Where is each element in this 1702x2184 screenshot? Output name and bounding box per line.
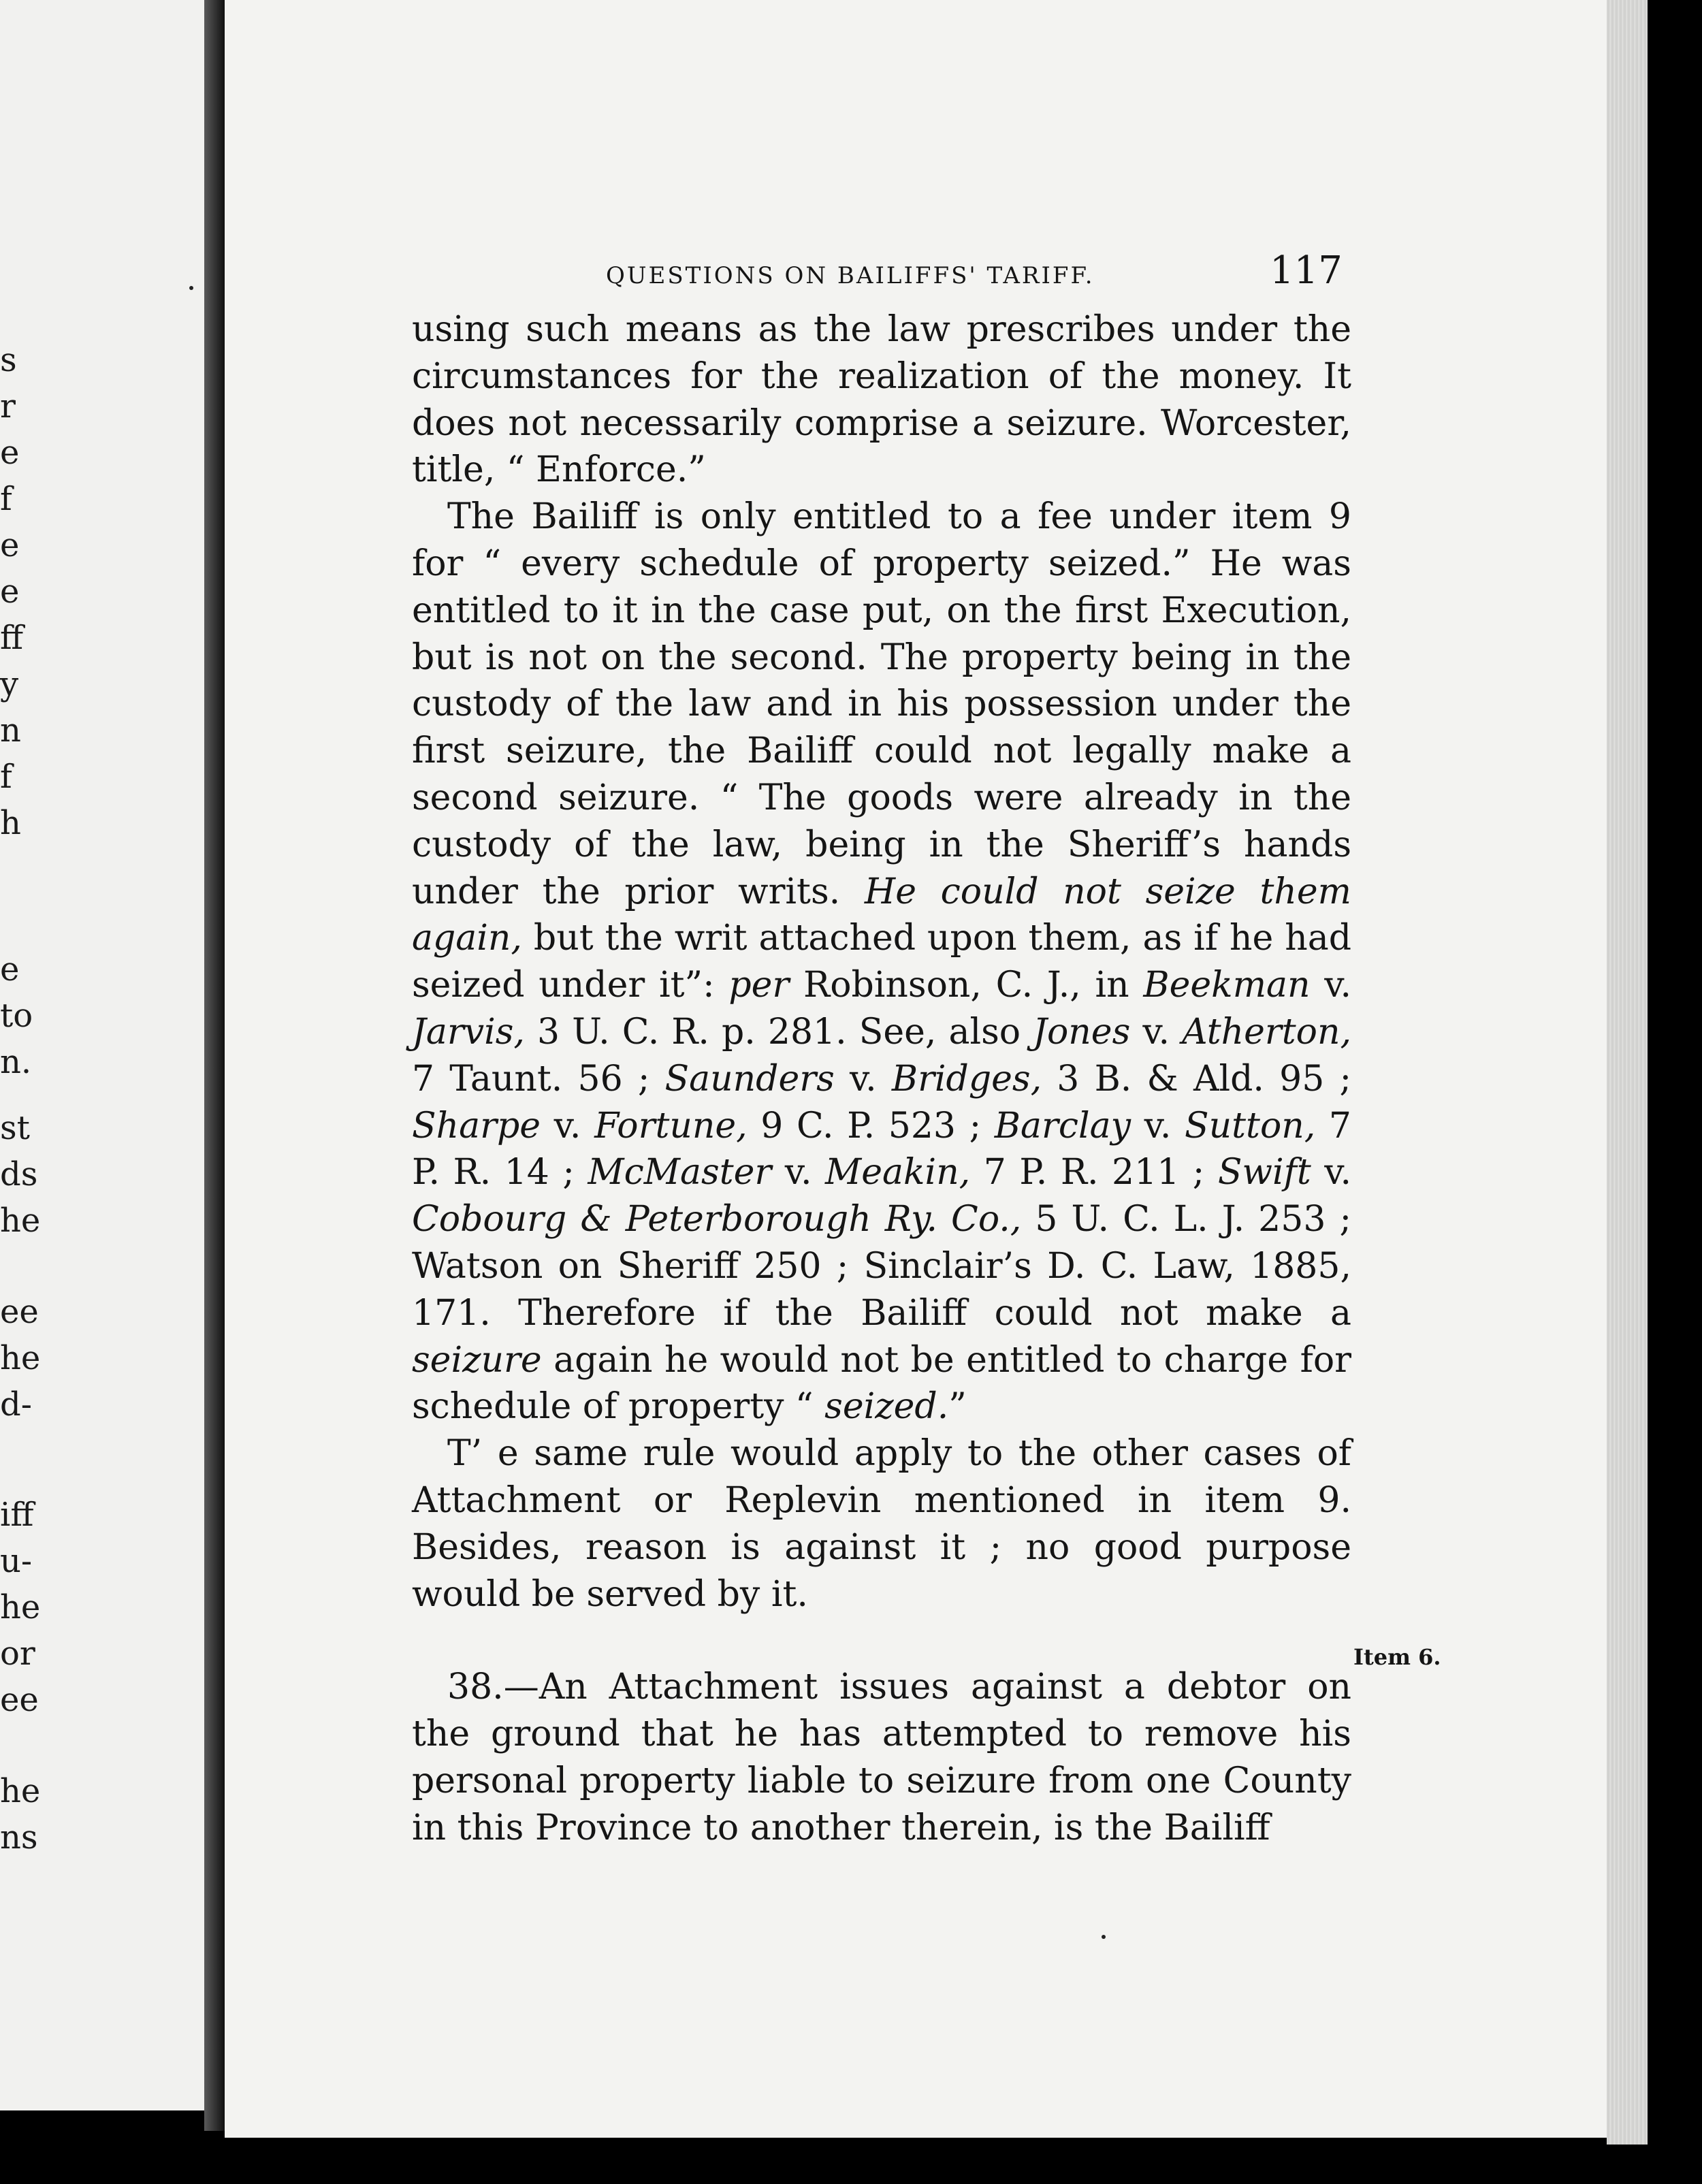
left-fragment: to [0, 997, 33, 1035]
left-fragment: h [0, 804, 21, 842]
book-gutter [204, 0, 225, 2131]
left-fragment: ff [0, 619, 24, 657]
left-facing-page [0, 0, 204, 2110]
left-fragment: n. [0, 1043, 32, 1081]
left-fragment: e [0, 434, 20, 472]
left-fragment: e [0, 950, 20, 989]
left-fragment: ds [0, 1155, 38, 1193]
paragraph-same-rule: T’ e same rule would apply to the other cases of Attachment or Replevin mentioned in item 9. Besides, reason is against it ; no good purpose would be served by it. [412, 1433, 1351, 1615]
left-fragment: d- [0, 1385, 32, 1424]
page-number: 117 [1270, 248, 1343, 293]
left-fragment: r [0, 387, 16, 425]
left-fragment: f [0, 480, 12, 518]
page-header [381, 242, 1343, 296]
left-fragment: ee [0, 1681, 39, 1719]
left-fragment: f [0, 758, 12, 796]
question-38: 38.—An Attachment issues against a debtor on the ground that he has attempted to remove his personal property liable to seizure from one County in this Province to another therein, is the Bailiff [412, 1667, 1351, 1848]
left-fragment: he [0, 1339, 41, 1377]
left-fragment: or [0, 1635, 35, 1673]
left-fragment: u- [0, 1542, 33, 1580]
body-text [412, 306, 1351, 1852]
print-speck [189, 286, 193, 290]
left-fragment: e [0, 526, 20, 564]
left-fragment: e [0, 573, 20, 611]
left-fragment: he [0, 1588, 41, 1626]
left-page-text-fragments [0, 0, 204, 2110]
left-fragment: he [0, 1202, 41, 1240]
left-fragment: st [0, 1109, 30, 1147]
left-fragment: ns [0, 1818, 38, 1857]
left-fragment: he [0, 1772, 41, 1810]
left-fragment: n [0, 711, 21, 750]
paragraph-continued: using such means as the law prescribes under the circumstances for the realization of the money. It does not necessarily comprise a seizure. Worcester, title, “ Enforce.” [412, 309, 1351, 491]
left-fragment: ee [0, 1293, 39, 1331]
print-speck [1102, 1935, 1106, 1939]
left-fragment: y [0, 665, 19, 703]
running-head: QUESTIONS ON BAILIFFS' TARIFF. [606, 262, 1095, 289]
left-fragment: s [0, 341, 17, 379]
marginal-note-item: Item 6. [1353, 1644, 1441, 1670]
left-fragment: iff [0, 1496, 34, 1534]
paragraph-answer: The Bailiff is only entitled to a fee under item 9 for “ every schedule of property seized.” He was entitled to it in the case put, on the first Execution, but is not on the second. The property being in the custody of the law and in his possession under the first seizure, the Bailiff could not legally make a second seizure. “ The goods were already in the custody of the law, being in the Sheriff’s hands under the prior writs. He could not seize them again, but the writ attached upon them, as if he had seized under it”: per Robinson, C. J., in Beekman v. Jarvis, 3 U. C. R. p. 281. See, also Jones v. Atherton, 7 Taunt. 56 ; Saunders v. Bridges, 3 B. & Ald. 95 ; Sharpe v. Fortune, 9 C. P. 523 ; Barclay v. Sutton, 7 P. R. 14 ; McMaster v. Meakin, 7 P. R. 211 ; Swift v. Cobourg & Peterborough Ry. Co., 5 U. C. L. J. 253 ; Watson on Sheriff 250 ; Sinclair’s D. C. Law, 1885, 171. Therefore if the Bailiff could not make a seizure again he would not be entitled to charge for schedule of property “ seized.” [412, 496, 1352, 1428]
page-edge-stack [1607, 0, 1648, 2145]
